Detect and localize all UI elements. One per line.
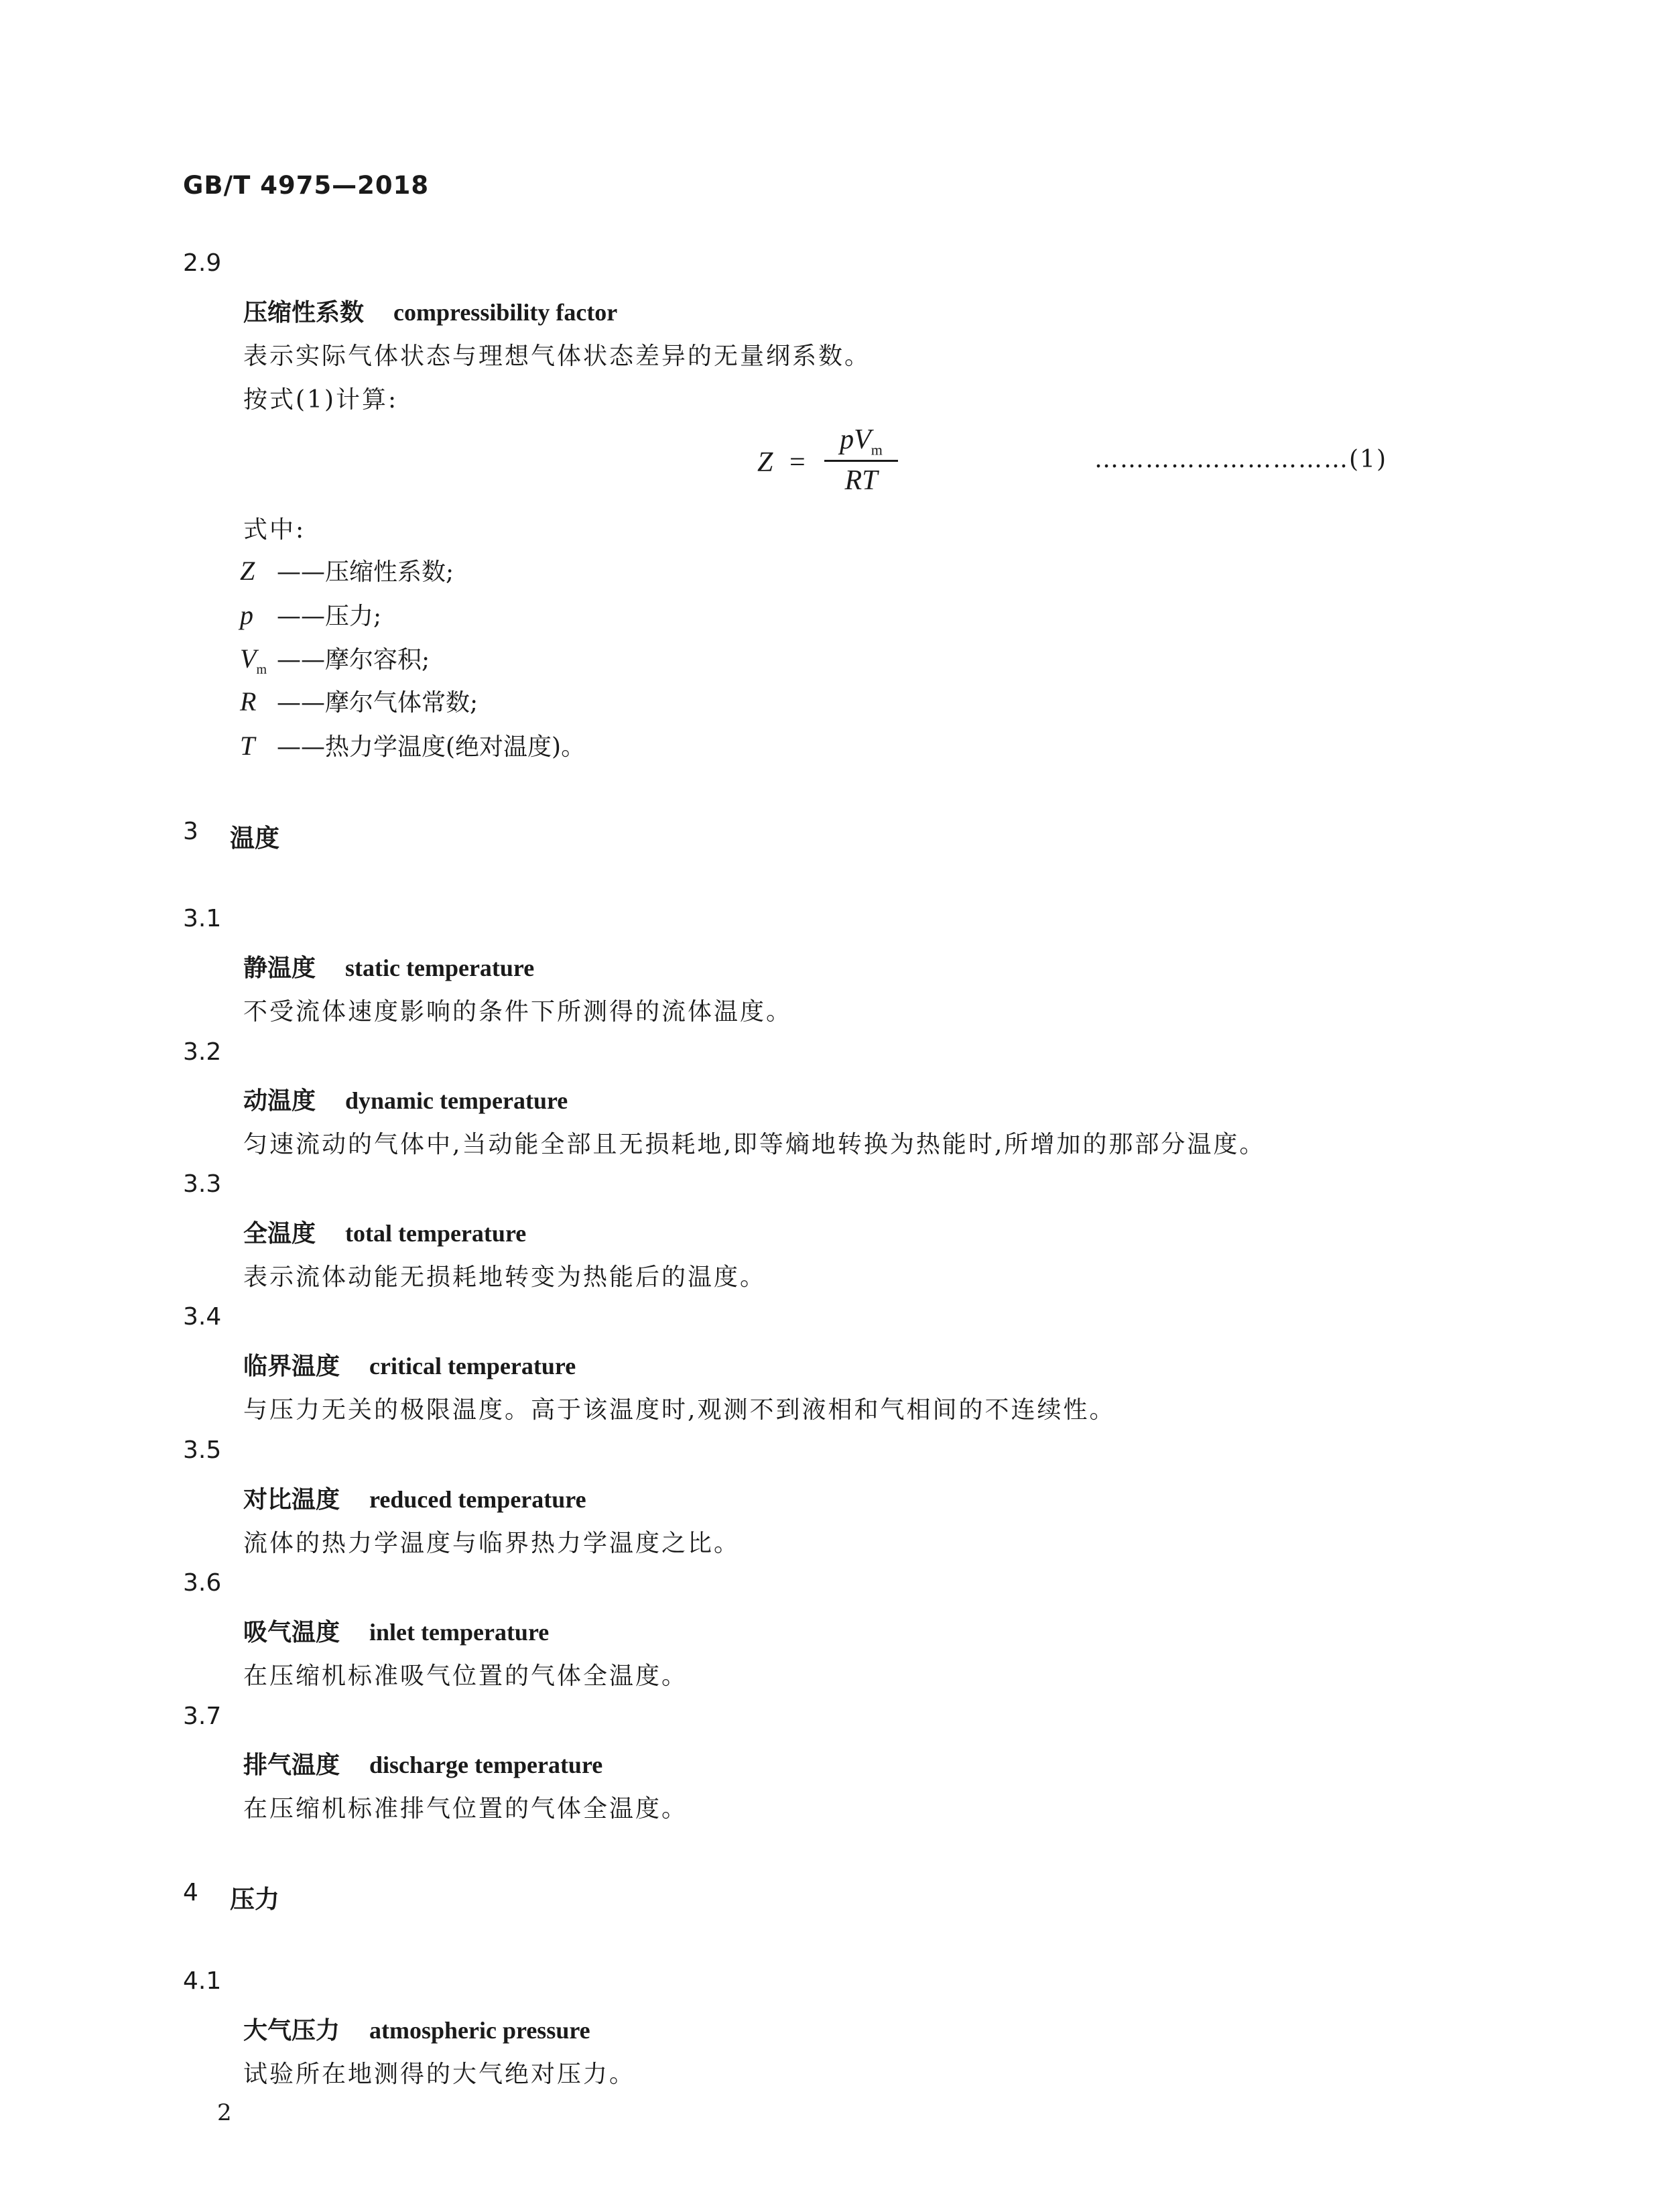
term-zh: 动温度 bbox=[243, 1087, 316, 1115]
variable-symbol: R bbox=[240, 686, 257, 717]
formula-equals: = bbox=[789, 447, 806, 478]
section-number: 3 bbox=[183, 818, 198, 845]
section-number: 4 bbox=[183, 1879, 198, 1906]
variable-desc: ——压力; bbox=[277, 603, 382, 630]
definition: 在压缩机标准排气位置的气体全温度。 bbox=[243, 1795, 688, 1823]
section-title: 压力 bbox=[230, 1885, 279, 1914]
term-en: dynamic temperature bbox=[345, 1087, 568, 1114]
definition: 与压力无关的极限温度。高于该温度时,观测不到液相和气相间的不连续性。 bbox=[243, 1396, 1116, 1424]
term-en: critical temperature bbox=[369, 1353, 576, 1379]
variable-row bbox=[240, 553, 454, 590]
equation-number: …………………………(1) bbox=[1094, 446, 1387, 473]
clause-number: 3.6 bbox=[183, 1569, 222, 1597]
variable-row bbox=[240, 728, 585, 765]
term-zh: 临界温度 bbox=[243, 1353, 340, 1380]
term-zh: 大气压力 bbox=[243, 2017, 340, 2044]
clause-number: 3.4 bbox=[183, 1303, 222, 1331]
term bbox=[243, 1347, 576, 1381]
variable-symbol: $V_m$ bbox=[240, 643, 267, 677]
variable-desc: ——摩尔气体常数; bbox=[277, 689, 478, 717]
term bbox=[243, 949, 534, 983]
clause-number: 4.1 bbox=[183, 1967, 222, 1995]
term-en: static temperature bbox=[345, 955, 535, 981]
term-en: inlet temperature bbox=[369, 1619, 550, 1646]
term bbox=[243, 1613, 549, 1648]
term bbox=[243, 1481, 586, 1515]
clause-number: 3.1 bbox=[183, 905, 222, 932]
section-title: 温度 bbox=[230, 824, 279, 853]
formula-denominator: RT bbox=[844, 465, 878, 496]
where-label: 式中: bbox=[243, 516, 306, 544]
clause-number: 3.5 bbox=[183, 1436, 222, 1464]
formula-fraction bbox=[824, 424, 898, 497]
variable-symbol: p bbox=[240, 600, 253, 630]
clause-number: 3.2 bbox=[183, 1038, 222, 1066]
term-en: atmospheric pressure bbox=[369, 2017, 590, 2044]
clause-number: 3.7 bbox=[183, 1703, 222, 1730]
term-en: discharge temperature bbox=[369, 1752, 603, 1778]
clause-number: 3.3 bbox=[183, 1170, 222, 1198]
term bbox=[243, 294, 617, 328]
term bbox=[243, 1082, 568, 1116]
term-en: reduced temperature bbox=[369, 1486, 586, 1513]
definition: 不受流体速度影响的条件下所测得的流体温度。 bbox=[243, 998, 793, 1026]
term bbox=[243, 1215, 526, 1249]
variable-desc: ——热力学温度(绝对温度)。 bbox=[277, 733, 586, 761]
variable-symbol: Z bbox=[240, 556, 255, 586]
definition: 匀速流动的气体中,当动能全部且无损耗地,即等熵地转换为热能时,所增加的那部分温度。 bbox=[243, 1131, 1266, 1158]
variable-row bbox=[240, 597, 381, 634]
variable-row bbox=[240, 641, 430, 678]
term-zh: 排气温度 bbox=[243, 1752, 340, 1779]
term-zh: 静温度 bbox=[243, 955, 316, 982]
variable-symbol: T bbox=[240, 731, 255, 761]
definition: 表示流体动能无损耗地转变为热能后的温度。 bbox=[243, 1264, 767, 1291]
fraction-bar bbox=[824, 460, 898, 462]
clause-number: 2.9 bbox=[183, 249, 222, 277]
variable-row bbox=[240, 684, 478, 721]
term-zh: 全温度 bbox=[243, 1220, 316, 1247]
formula-numerator: $pV_m$ bbox=[840, 424, 883, 458]
variable-desc: ——摩尔容积; bbox=[277, 646, 430, 674]
definition: 在压缩机标准吸气位置的气体全温度。 bbox=[243, 1662, 688, 1690]
page-number: 2 bbox=[217, 2099, 232, 2126]
definition: 表示实际气体状态与理想气体状态差异的无量纲系数。 bbox=[243, 343, 871, 370]
term-en: total temperature bbox=[345, 1220, 527, 1247]
term bbox=[243, 2012, 590, 2046]
standard-id: GB/T 4975—2018 bbox=[183, 171, 430, 200]
term-zh: 压缩性系数 bbox=[243, 299, 365, 326]
definition: 试验所在地测得的大气绝对压力。 bbox=[243, 2061, 636, 2088]
definition: 流体的热力学温度与临界热力学温度之比。 bbox=[243, 1530, 741, 1557]
term-zh: 吸气温度 bbox=[243, 1619, 340, 1646]
term bbox=[243, 1746, 602, 1780]
term-en: compressibility factor bbox=[393, 299, 618, 326]
term-zh: 对比温度 bbox=[243, 1486, 340, 1514]
variable-desc: ——压缩性系数; bbox=[277, 558, 454, 586]
formula-lhs: Z bbox=[757, 447, 773, 478]
calc-intro: 按式(1)计算: bbox=[243, 386, 399, 414]
